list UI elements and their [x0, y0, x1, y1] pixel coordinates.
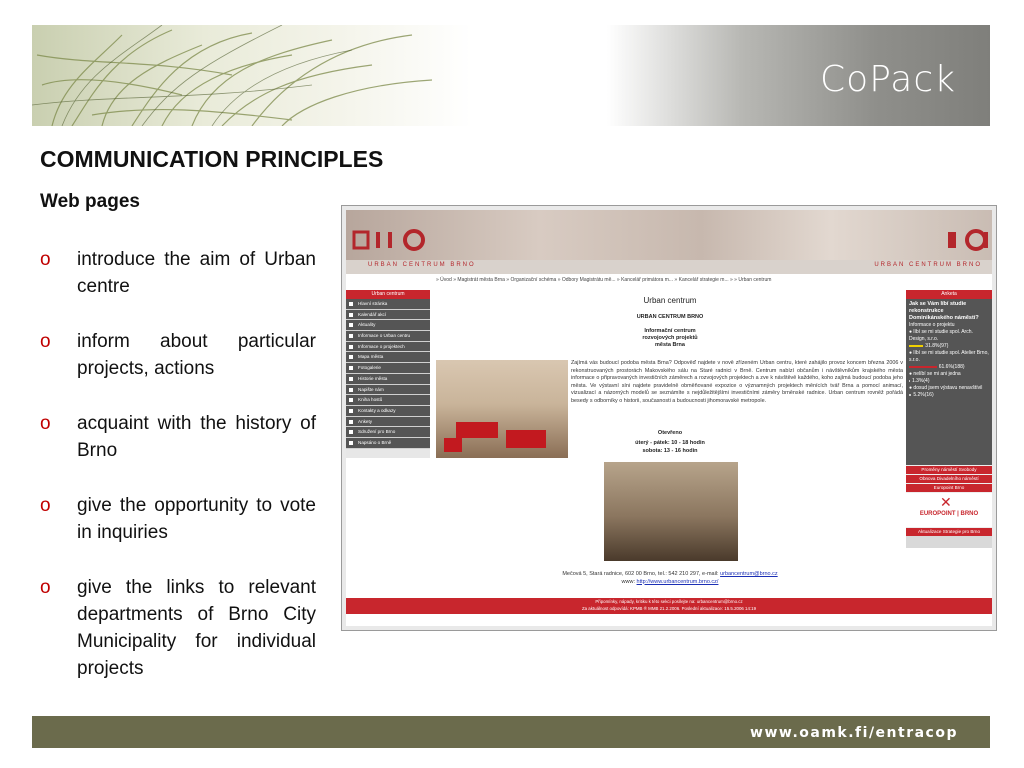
website-screenshot	[341, 205, 997, 631]
address-text: Mečová 5, Stará radnice, 602 00 Brno, tel.: 542 210 297, e-mail:	[562, 571, 719, 577]
poll-option-label: líbí se mi studie spol. Atelier Brno, s.r.o.	[909, 350, 989, 363]
grass-decoration	[32, 25, 452, 126]
site-banner	[346, 210, 992, 274]
bullet-text: introduce the aim of Urban centre	[77, 249, 316, 297]
bullet-text: give the links to relevant departments of Brno City Municipality for individual projects	[77, 577, 316, 679]
bullet-text: give the opportunity to vote in inquiries	[77, 495, 316, 543]
header-banner	[32, 25, 990, 126]
link-europoint-brno[interactable]: Europoint Brno	[906, 483, 992, 492]
nav-item-informace-projekty[interactable]: Informace o projektech	[346, 342, 430, 353]
nav-item-informace-urban-centrum[interactable]: Informace o Urban centru	[346, 331, 430, 342]
poll-result-bar	[909, 380, 910, 382]
urban-centrum-logo-icon	[352, 226, 436, 254]
nav-item-hlavni-stranka[interactable]: Hlavní stránka	[346, 299, 430, 310]
bullet-text: acquaint with the history of Brno	[77, 413, 316, 461]
poll-option-label: líbí se mi studie spol. Arch. Design, s.r.o.	[909, 329, 973, 342]
footer-line: Za aktuálnost odpovídá: KPMB ® MMB 21.2.2006. Poslední aktualizace: 15.5.2006 14:19	[581, 606, 757, 611]
nav-item-napiste-nam[interactable]: Napište nám	[346, 385, 430, 396]
link-divadelni-namesti[interactable]: Obnova Divadelního náměstí	[906, 474, 992, 483]
nav-item-sdruzeni[interactable]: Sdružení pro Brno	[346, 427, 430, 438]
left-nav	[346, 290, 430, 458]
nav-item-kniha-hostu[interactable]: Kniha hostů	[346, 395, 430, 406]
website-link[interactable]: http://www.urbancentrum.brno.cz/	[636, 578, 719, 585]
www-label: www:	[621, 578, 635, 585]
bullet-text: inform about particular projects, actions	[77, 331, 316, 379]
subtitle-line: města Brna	[655, 342, 685, 348]
brno-logo-icon	[946, 228, 990, 252]
site-footer	[346, 598, 992, 614]
page-title: COMMUNICATION PRINCIPLES	[40, 146, 384, 172]
bullet-item	[40, 492, 316, 546]
poll-option-label: dosud jsem výstavu nenavštívil	[913, 385, 983, 391]
bullet-marker: o	[40, 577, 51, 598]
email-link[interactable]: urbancentrum@brno.cz	[720, 571, 778, 577]
bullet-list	[40, 246, 316, 710]
banner-label-left: URBAN CENTRUM BRNO	[368, 262, 476, 268]
poll-option[interactable]: ● líbí se mi studie spol. Arch. Design, s.r.o.	[909, 329, 973, 342]
europoint-cross-icon: ✕	[940, 494, 952, 510]
bullet-marker: o	[40, 413, 51, 434]
nav-item-kontakty[interactable]: Kontakty a odkazy	[346, 406, 430, 417]
nav-item-kalendar-akci[interactable]: Kalendář akcí	[346, 310, 430, 321]
bottom-bar	[32, 716, 990, 748]
poll-info-link[interactable]: Informace o projektu	[909, 322, 955, 328]
footer-url: www.oamk.fi/entracop	[750, 725, 958, 741]
main-subtitle	[436, 328, 904, 349]
link-namesti-svobody[interactable]: Proměny náměstí Svobody	[906, 465, 992, 474]
poll-box	[906, 299, 992, 465]
poll-result-bar	[909, 366, 937, 368]
main-content	[436, 290, 904, 590]
nav-item-aktuality[interactable]: Aktuality	[346, 320, 430, 331]
poll-result: 31.8%(97)	[925, 343, 949, 349]
bullet-item	[40, 328, 316, 382]
bullet-item	[40, 246, 316, 300]
nav-item-historie-mesta[interactable]: Historie města	[346, 374, 430, 385]
bullet-marker: o	[40, 495, 51, 516]
nav-item-napsano-o-brne[interactable]: Napsáno o Brně	[346, 438, 430, 449]
visitors-photo	[604, 462, 738, 561]
bullet-item	[40, 574, 316, 682]
poll-result: 5.2%(16)	[913, 392, 934, 398]
poll-option[interactable]: ● líbí se mi studie spol. Atelier Brno, s.r.o.	[909, 350, 989, 363]
poll-result-bar	[909, 394, 911, 396]
left-nav-header: Urban centrum	[346, 290, 430, 299]
europoint-logo-text: EUROPOINT | BRNO	[919, 511, 979, 517]
poll-header: Anketa	[906, 290, 992, 299]
poll-option[interactable]: ● nelíbí se mi ani jedna	[909, 371, 961, 377]
banner-label-right: URBAN CENTRUM BRNO	[874, 262, 982, 268]
brand-logo: CoPack	[820, 59, 956, 100]
poll-result-bar	[909, 345, 923, 347]
main-title: Urban centrum	[643, 296, 697, 305]
poll-question: Jak se Vám líbí studie rekonstrukce Dominikánského náměstí?	[909, 301, 979, 321]
footer-line: Připomínky, nápady, kritiku k této sekci posílejte na: urbancentrum@brno.cz	[595, 599, 743, 604]
bullet-marker: o	[40, 249, 51, 270]
opening-hours	[436, 440, 904, 455]
poll-result: 61.6%(188)	[938, 364, 965, 370]
nav-item-ankety[interactable]: Ankety	[346, 417, 430, 428]
section-subtitle: Web pages	[40, 191, 140, 212]
hours-line: sobota: 13 - 16 hodin	[642, 447, 698, 454]
main-org: URBAN CENTRUM BRNO	[636, 314, 704, 320]
nav-item-mapa-mesta[interactable]: Mapa města	[346, 352, 430, 363]
poll-option-label: nelíbí se mi ani jedna	[913, 371, 961, 377]
website-frame	[346, 210, 992, 626]
contact-address	[436, 571, 904, 586]
bullet-item	[40, 410, 316, 464]
nav-item-fotogalerie[interactable]: Fotogalerie	[346, 363, 430, 374]
europoint-logo[interactable]	[906, 492, 992, 527]
intro-paragraph: Zajímá vás budoucí podoba města Brna? Odpověď najdete v nově zřízeném Urban centru, které zahájilo provoz koncem března 2006 v rekonstruovaných prostorách Makovského sálu na Staré radnici v Brně. Centrum nabízí občanům i návštěvníkům krajského města informace o připravovaných investičních záměrech a rozvojových projektech a zve k návštěvě každého, koho zajímá budoucí podoba jeho města. Ve výstavní síni najdete pravidelně obměňované expozice o významných projektech měnících tvář Brna a pomocí animací, vizualizací a názorných modelů se seznámíte s nejdůležitějšími investičními záměry brněnské radnice. Urban centrum rovněž pořádá besedy s odborníky o historii, současnosti a budoucnosti jihomoravské metropole.	[571, 360, 903, 404]
subtitle-line: Informační centrum	[644, 328, 696, 334]
link-strategie-brno[interactable]: Aktualizace Strategie pro Brno	[906, 527, 992, 536]
poll-result: 1.3%(4)	[912, 378, 930, 384]
hours-line: úterý - pátek: 10 - 18 hodin	[635, 440, 705, 446]
bullet-marker: o	[40, 331, 51, 352]
opening-label: Otevřeno	[657, 430, 683, 436]
subtitle-line: rozvojových projektů	[642, 335, 698, 341]
breadcrumb[interactable]: » Úvod » Magistrát města Brna » Organizační schéma » Odbory Magistrátu mě... » Kancelář primátora m... » Kancelář strategie m... » » Urban centrum	[436, 277, 772, 283]
poll-option[interactable]: ● dosud jsem výstavu nenavštívil	[909, 385, 983, 391]
right-column	[906, 290, 992, 548]
